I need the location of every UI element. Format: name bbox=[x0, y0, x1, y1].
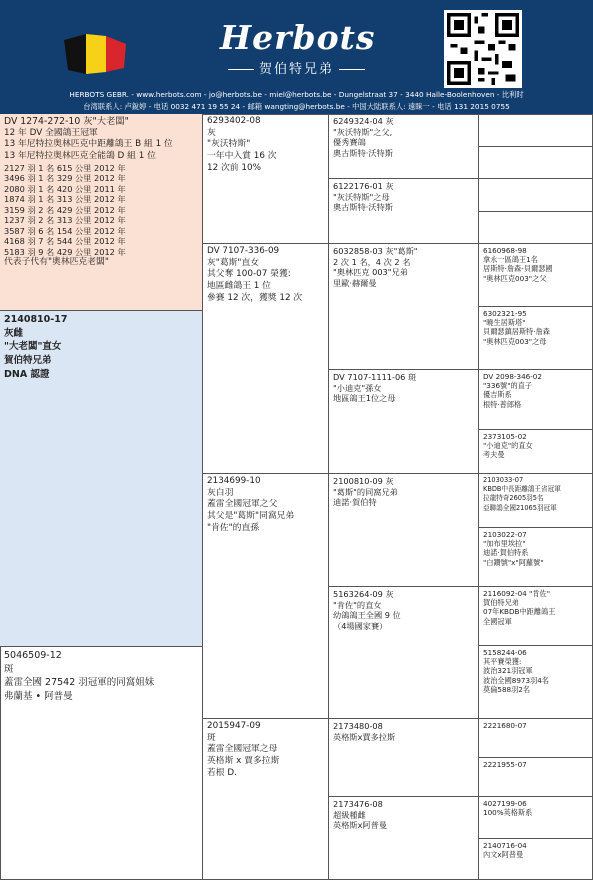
pedigree-line: 參賽 12 次，獲獎 12 次 bbox=[207, 292, 303, 303]
gen4-cell-11 bbox=[479, 587, 593, 646]
gen4-cell-7 bbox=[479, 370, 593, 430]
pedigree-line: KBDB中長距離鴿王省冠軍 bbox=[483, 485, 561, 494]
pedigree-line: 6160968-98 bbox=[483, 246, 527, 255]
sire-result: 2127 羽 1 名 615 公里 2012 年 bbox=[4, 162, 126, 173]
subject-descent: "大老闆"直女 bbox=[4, 341, 62, 353]
pedigree-line: 2103022-07 bbox=[483, 530, 527, 539]
sire-offspring-note: 代表子代有"奧林匹克老闆" bbox=[4, 257, 109, 268]
pedigree-line: 其父是"葛斯"同窩兄弟 bbox=[207, 511, 295, 522]
pedigree-line: 根特·普郎格 bbox=[483, 399, 522, 409]
pedigree-line: 2015947-09 bbox=[207, 721, 261, 731]
granddam-maternal-cell bbox=[203, 719, 329, 880]
pedigree-line: 其平賽榮獲: bbox=[483, 657, 522, 667]
pedigree-line: 灰 bbox=[207, 127, 216, 138]
gen3-cell-2 bbox=[329, 179, 479, 244]
pedigree-line: 賀伯特兄弟 bbox=[483, 598, 519, 608]
gen4-cell-2 bbox=[479, 147, 593, 179]
pedigree-line: "奧林匹克003"之父 bbox=[483, 273, 547, 283]
pedigree-line: 6293402-08 bbox=[207, 116, 261, 126]
brand-logo[interactable]: Herbots bbox=[220, 18, 376, 57]
qr-code-icon bbox=[444, 10, 522, 88]
gen4-cell-6 bbox=[479, 307, 593, 370]
pedigree-line: 6249324-04 灰 bbox=[333, 116, 394, 126]
pedigree-line: 07年KBDB中距離鴿王 bbox=[483, 607, 556, 617]
sire-result: 4168 羽 7 名 544 公里 2012 年 bbox=[4, 236, 126, 247]
sire-result: 3587 羽 6 名 154 公里 2012 年 bbox=[4, 225, 126, 236]
pedigree-line: "小迪克"的直女 bbox=[483, 441, 533, 451]
pedigree-line: "肯佐"的直女 bbox=[333, 599, 382, 610]
pedigree-line: 拉龍特奇2605羽5名 bbox=[483, 494, 544, 503]
pedigree-line: 4027199-06 bbox=[483, 799, 527, 808]
gen3-cell-5 bbox=[329, 474, 479, 587]
dam-color: 斑 bbox=[4, 663, 14, 675]
sire-result: 1874 羽 1 名 313 公里 2012 年 bbox=[4, 194, 126, 205]
header-banner bbox=[0, 0, 593, 114]
pedigree-line: 灰"葛斯"直女 bbox=[207, 257, 260, 268]
pedigree-line: 2100810-09 灰 bbox=[333, 476, 394, 486]
gen4-cell-13 bbox=[479, 719, 593, 758]
pedigree-line: 斑 bbox=[207, 732, 216, 743]
gen4-cell-15 bbox=[479, 797, 593, 839]
sire-result: 3496 羽 1 名 329 公里 2012 年 bbox=[4, 173, 126, 184]
pedigree-line: 2221680-07 bbox=[483, 721, 527, 730]
gen3-cell-3 bbox=[329, 244, 479, 370]
pedigree-line: 內文x阿普曼 bbox=[483, 850, 524, 860]
pedigree-line: 2173480-08 bbox=[333, 721, 383, 731]
pedigree-line: 英格斯x阿普曼 bbox=[333, 820, 387, 830]
pedigree-line: 6302321-95 bbox=[483, 309, 527, 318]
gen3-cell-1 bbox=[329, 114, 479, 179]
pedigree-line: "白鑽號"x"阿蘿號" bbox=[483, 557, 544, 567]
gen4-cell-10 bbox=[479, 528, 593, 587]
pedigree-line: 5158244-06 bbox=[483, 648, 527, 657]
pedigree-line: 英格斯x賈多拉斯 bbox=[333, 731, 396, 742]
pedigree-line: 波治321羽冠軍 bbox=[483, 666, 533, 676]
pedigree-line: "加布里埃拉" bbox=[483, 539, 526, 549]
pedigree-line: "奧林匹克003"之母 bbox=[483, 336, 547, 346]
grandsire-maternal-cell bbox=[203, 474, 329, 719]
dam-ring: 5046509-12 bbox=[4, 650, 62, 661]
contact-line-europe: HERBOTS GEBR. - www.herbots.com - jo@herbots.be - miel@herbots.be - Dungelstraat 37 - 3440 Halle-Boolenhoven - 比利时 bbox=[69, 90, 524, 99]
pedigree-line: 2221955-07 bbox=[483, 760, 527, 769]
pedigree-line: 亞聯鴿全國21065羽冠軍 bbox=[483, 503, 557, 512]
subject-color: 灰雌 bbox=[4, 327, 24, 339]
pedigree-line: "曉生居斯塔" bbox=[483, 318, 526, 328]
pedigree-line: 里歐·赫爾曼 bbox=[333, 277, 377, 288]
pedigree-line: 地區雌鴿王 1 位 bbox=[207, 281, 271, 292]
pedigree-line: 蓋雷全國冠軍之父 bbox=[207, 499, 278, 510]
pedigree-line: "奧林匹克 003"兄弟 bbox=[333, 267, 408, 277]
pedigree-line: 2103033-07 bbox=[483, 476, 524, 484]
pedigree-line: 2373105-02 bbox=[483, 432, 527, 441]
pedigree-line: "336號"的直子 bbox=[483, 381, 533, 391]
gen4-cell-8 bbox=[479, 430, 593, 474]
pedigree-line: 地區鴿王1位之母 bbox=[333, 393, 396, 403]
pedigree-line: 2 次 1 名，4 次 2 名 bbox=[333, 256, 411, 267]
pedigree-line: 莫倫588羽2名 bbox=[483, 684, 531, 694]
pedigree-line: 貝爾瑟鎮居斯特·詹森 bbox=[483, 327, 550, 337]
pedigree-line: 迪諾·賀伯特 bbox=[333, 497, 377, 507]
gen3-cell-6 bbox=[329, 587, 479, 719]
pedigree-line: 若根 D. bbox=[207, 767, 237, 778]
contact-line-asia: 台湾联系人: 卢銳婷 - 电话 0032 471 19 55 24 - 邮箱 wangting@herbots.be - 中国大陆联系人: 遠睐一 - 电话 131 2015 0755 bbox=[83, 102, 510, 111]
pedigree-line: 灰白羽 bbox=[207, 487, 234, 498]
pedigree-line: 2116092-04 "肯佐" bbox=[483, 589, 551, 598]
pedigree-line: 100%英格斯系 bbox=[483, 808, 533, 818]
pedigree-line: "灰沃特斯"之父, bbox=[333, 126, 393, 137]
sire-result: 13 年尼特拉奥林匹克全能鴿 D 組 1 位 bbox=[4, 151, 156, 162]
pedigree-line: "肯佐"的直孫 bbox=[207, 522, 260, 533]
subject-dna: DNA 認證 bbox=[4, 368, 50, 380]
grandsire-paternal-cell bbox=[203, 114, 329, 244]
gen4-cell-5 bbox=[479, 244, 593, 307]
granddam-paternal-cell bbox=[203, 244, 329, 474]
pedigree-line: 超級種雌 bbox=[333, 809, 366, 820]
pedigree-line: 6032858-03 灰"葛斯" bbox=[333, 246, 418, 256]
brand-subtitle: 贺伯特兄弟 bbox=[214, 58, 379, 77]
gen3-cell-7 bbox=[329, 719, 479, 797]
pedigree-line: DV 7107-1111-06 斑 bbox=[333, 372, 417, 382]
gen3-cell-8 bbox=[329, 797, 479, 880]
gen4-cell-9 bbox=[479, 474, 593, 528]
pedigree-line: 優秀賽鴿 bbox=[333, 137, 366, 147]
pedigree-line: "灰沃特斯" bbox=[207, 139, 251, 150]
sire-result: 5183 羽 9 名 429 公里 2012 年 bbox=[4, 246, 126, 257]
gen4-cell-14 bbox=[479, 758, 593, 797]
gen4-cell-12 bbox=[479, 646, 593, 719]
sire-info-cell bbox=[0, 114, 203, 311]
belgium-flag-icon bbox=[62, 30, 128, 76]
pedigree-line: "灰沃特斯"之母 bbox=[333, 191, 390, 202]
dam-note: 蓋雷全國 27542 羽冠軍的同窩姐妹 bbox=[4, 677, 155, 689]
gen4-cell-16 bbox=[479, 839, 593, 880]
pedigree-line: "小迪克"孫女 bbox=[333, 382, 382, 393]
subject-pigeon-cell bbox=[0, 311, 203, 647]
pedigree-line: 居斯特·詹森-貝爾瑟國 bbox=[483, 264, 553, 274]
pedigree-line: 2140716-04 bbox=[483, 841, 527, 850]
gen4-cell-1 bbox=[479, 114, 593, 147]
sire-result: 12 年 DV 全國鴿王冠軍 bbox=[4, 127, 98, 138]
pedigree-line: 蓋雷全國冠軍之母 bbox=[207, 744, 278, 755]
sire-result: 1237 羽 2 名 313 公里 2012 年 bbox=[4, 215, 126, 226]
sire-result: 13 年尼特拉奥林匹克中距離鴿王 B 組 1 位 bbox=[4, 139, 173, 150]
pedigree-line: 拿永一區鴿王1名 bbox=[483, 255, 538, 265]
sire-result: 3159 羽 2 名 429 公里 2012 年 bbox=[4, 204, 126, 215]
pedigree-line: 全國冠軍 bbox=[483, 616, 512, 626]
sire-ring: DV 1274-272-10 灰"大老闆" bbox=[4, 116, 129, 127]
pedigree-line: 迪諾·賀伯特系 bbox=[483, 548, 529, 558]
pedigree-line: （4場國家賽） bbox=[333, 620, 388, 631]
pedigree-line: 波治全國8973羽4名 bbox=[483, 675, 549, 685]
pedigree-line: 5163264-09 灰 bbox=[333, 589, 394, 599]
subject-breeder: 賀伯特兄弟 bbox=[4, 355, 52, 367]
pedigree-line: 考夫曼 bbox=[483, 450, 505, 460]
pedigree-line: 奧古斯特·沃特斯 bbox=[333, 147, 393, 158]
pedigree-line: DV 7107-336-09 bbox=[207, 246, 280, 256]
pedigree-line: 一年中入賞 16 次 bbox=[207, 151, 277, 162]
pedigree-line: 2173476-08 bbox=[333, 799, 383, 809]
pedigree-line: 2134699-10 bbox=[207, 476, 261, 486]
pedigree-line: 英格斯 x 賈多拉斯 bbox=[207, 756, 280, 767]
sire-result: 2080 羽 1 名 420 公里 2011 年 bbox=[4, 183, 126, 194]
gen4-cell-4 bbox=[479, 212, 593, 244]
pedigree-line: 其父奪 100-07 榮獲: bbox=[207, 269, 291, 280]
pedigree-line: 6122176-01 灰 bbox=[333, 181, 394, 191]
pedigree-line: DV 2098-346-02 bbox=[483, 372, 542, 381]
gen3-cell-4 bbox=[329, 370, 479, 474]
dam-info-cell bbox=[0, 647, 203, 880]
pedigree-line: 優吉斯系 bbox=[483, 390, 512, 400]
gen4-cell-3 bbox=[479, 179, 593, 212]
pedigree-line: 奧古斯特·沃特斯 bbox=[333, 202, 393, 212]
dam-breeder: 弗蘭基 • 阿普曼 bbox=[4, 691, 73, 703]
pedigree-line: 12 次前 10% bbox=[207, 162, 261, 173]
subject-ring: 2140810-17 bbox=[4, 314, 68, 325]
pedigree-line: "葛斯"的同窩兄弟 bbox=[333, 486, 398, 497]
pedigree-line: 幼鴿鴿王全國 9 位 bbox=[333, 610, 401, 620]
